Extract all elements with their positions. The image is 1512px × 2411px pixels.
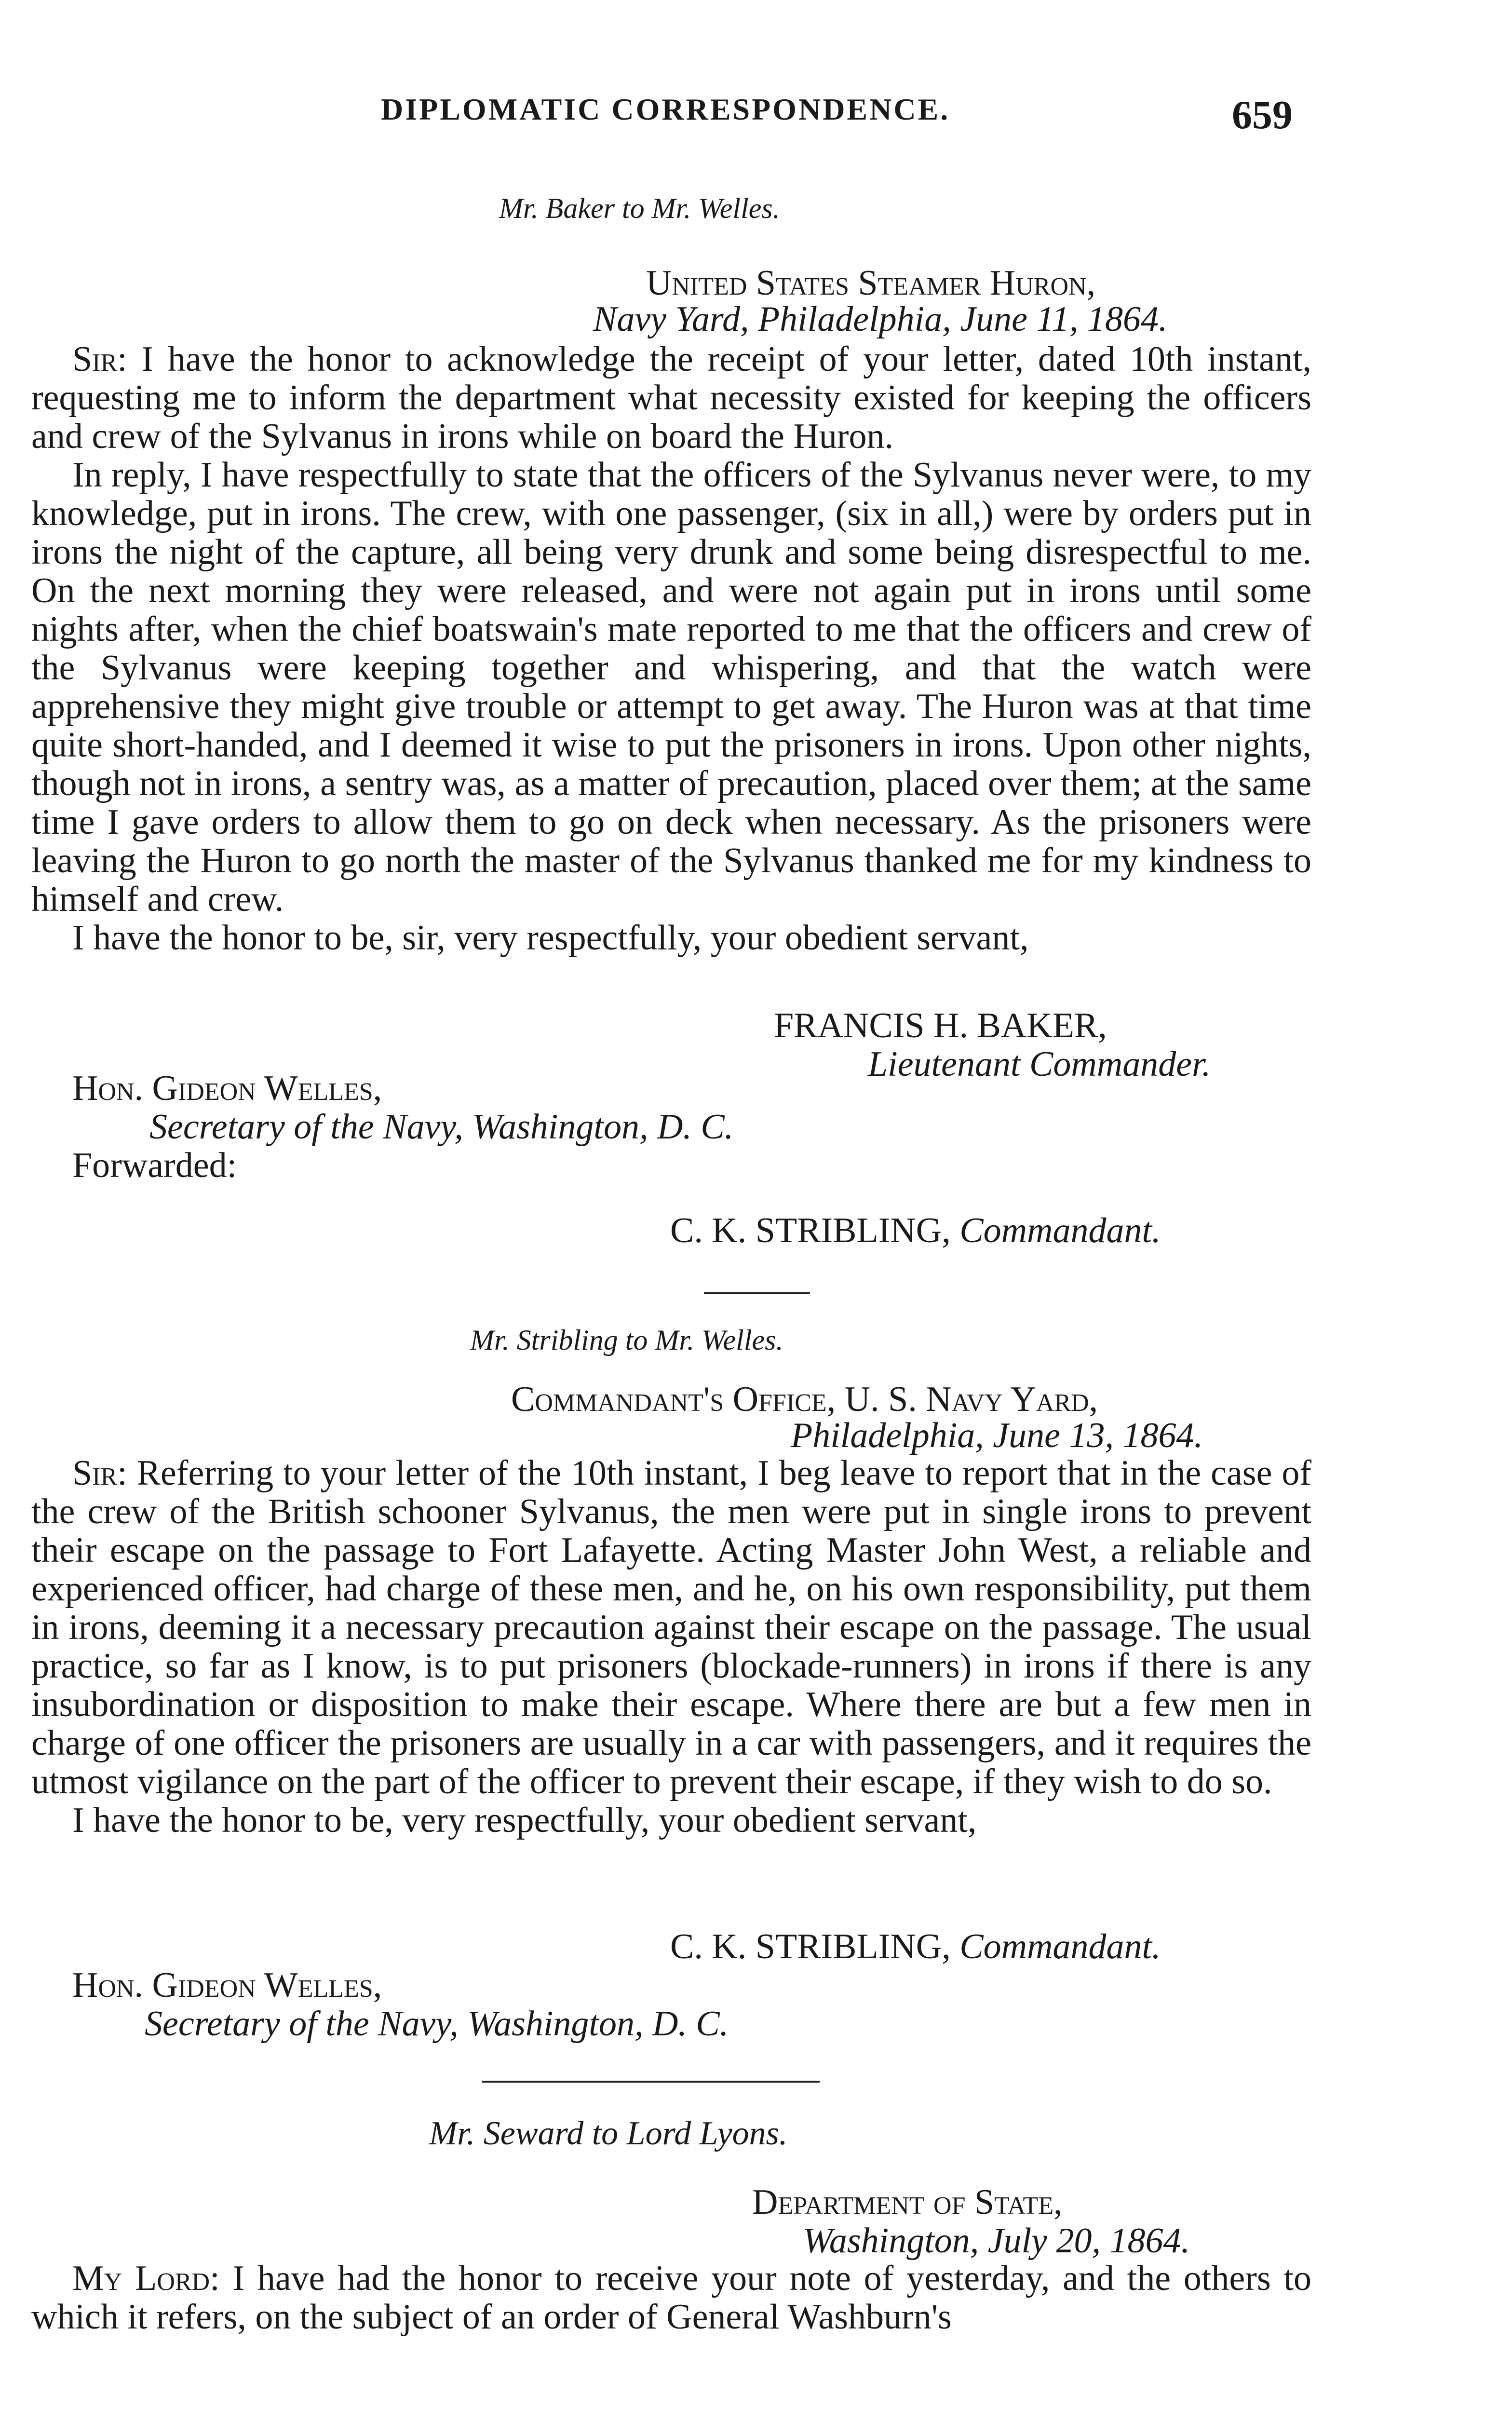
forwarded-label: Forwarded: [72,1146,237,1185]
section-divider [704,1292,810,1294]
letter3-heading: Mr. Seward to Lord Lyons. [429,2115,788,2152]
forwarded-by-name: C. K. STRIBLING, [670,1211,951,1250]
letter1-body [31,340,1311,957]
letter2-heading: Mr. Stribling to Mr. Welles. [470,1324,783,1356]
letter3-paragraph [31,2259,1311,2336]
letter1-place: United States Steamer Huron, [646,263,1096,303]
running-title: DIPLOMATIC CORRESPONDENCE. [381,92,950,126]
signer-title: Commandant. [959,1927,1161,1966]
letter1-date: Navy Yard, Philadelphia, June 11, 1864. [593,299,1168,339]
letter1-addressee-title: Secretary of the Navy, Washington, D. C. [149,1107,734,1147]
letter1-paragraph: In reply, I have respectfully to state that the officers of the Sylvanus never were, to my knowledge, put in irons. The crew, with one passenger, (six in all,) were by orders put in irons the night of the capture, all being very drunk and some being disrespectful to me. On the next morning they were released, and were not again put in irons until some nights after, when the chief boatswain's mate reported to me that the officers and crew of the Sylvanus were keeping together and whispering, and that the watch were apprehensive they might give trouble or attempt to get away. The Huron was at that time quite short-handed, and I deemed it wise to put the prisoners in irons. Upon other nights, though not in irons, a sentry was, as a matter of precaution, placed over them; at the same time I gave orders to allow them to go on deck when necessary. As the prisoners were leaving the Huron to go north the master of the Sylvanus thanked me for my kindness to himself and crew. [31,455,1311,919]
letter1-heading: Mr. Baker to Mr. Welles. [499,192,780,224]
letter2-addressee: Hon. Gideon Welles, [72,1965,382,2005]
letter1-closing: I have the honor to be, sir, very respectfully, your obedient servant, [72,918,1029,958]
letter1-paragraph [31,340,1311,456]
salutation: Sir: [72,1453,127,1493]
paragraph-text: Referring to your letter of the 10th instant, I beg leave to report that in the case of the crew of the British schooner Sylvanus, the men were put in single irons to prevent their escape on the passage to Fort Lafayette. Acting Master John West, a reliable and experienced officer, had charge of these men, and he, on his own responsibility, put them in irons, deeming it a necessary precaution against their escape on the passage. The usual practice, so far as I know, is to put prisoners (blockade-runners) in irons if there is any insubordination or disposition to make their escape. Where there are but a few men in charge of one officer the prisoners are usually in a car with passengers, and it requires the utmost vigilance on the part of the officer to prevent their escape, if they wish to do so. [31,1453,1311,1801]
letter1-signer: FRANCIS H. BAKER, [774,1006,1107,1045]
page-number: 659 [1232,93,1293,137]
forwarded-by [670,1210,1161,1251]
letter1-signer-title: Lieutenant Commander. [868,1044,1211,1084]
paragraph-text: I have had the honor to receive your note of yesterday, and the others to which it refers, on the subject of an order of General Washburn's [31,2259,1312,2337]
letter3-body [31,2259,1311,2336]
letter2-closing: I have the honor to be, very respectfully, your obedient servant, [72,1801,977,1840]
letter2-body [31,1454,1311,1840]
letter3-place: Department of State, [752,2182,1063,2222]
letter1-addressee: Hon. Gideon Welles, [72,1069,382,1108]
paragraph-text: I have the honor to acknowledge the receipt of your letter, dated 10th instant, requesting me to inform the department what necessity existed for keeping the officers and crew of the Sylvanus in irons while on board the Huron. [31,339,1312,456]
forwarded-by-title: Commandant. [959,1211,1161,1250]
salutation: Sir: [72,339,127,379]
salutation: My Lord: [72,2259,220,2298]
section-divider [482,2081,820,2083]
letter2-signer [670,1926,1161,1967]
signer-name: C. K. STRIBLING, [670,1927,951,1966]
letter2-paragraph [31,1454,1311,1801]
letter3-date: Washington, July 20, 1864. [803,2221,1190,2261]
letter2-date: Philadelphia, June 13, 1864. [791,1416,1203,1455]
letter2-place: Commandant's Office, U. S. Navy Yard, [511,1380,1098,1419]
letter2-addressee-title: Secretary of the Navy, Washington, D. C. [145,2004,729,2044]
